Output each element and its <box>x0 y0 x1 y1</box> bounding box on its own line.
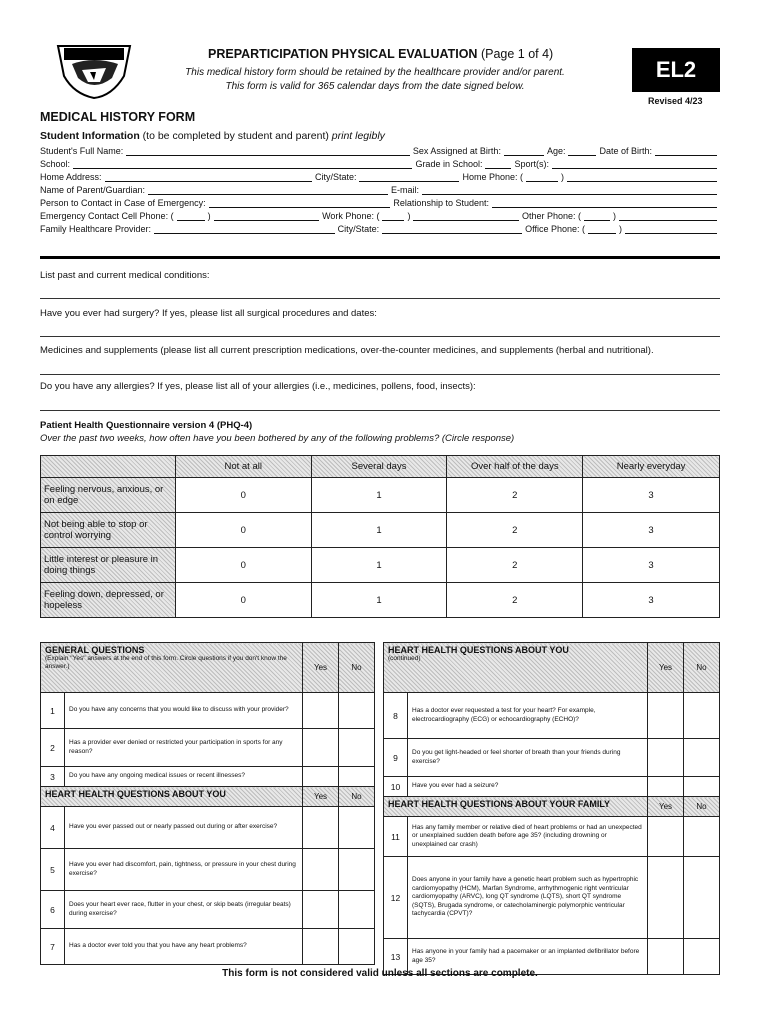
phq-row-label: Feeling nervous, anxious, or on edge <box>41 478 176 513</box>
question-number: 12 <box>384 857 408 939</box>
no-header: No <box>339 787 375 807</box>
home-phone-area-field[interactable] <box>526 173 558 182</box>
question-row <box>384 857 720 939</box>
phq-row <box>41 478 720 513</box>
form-heading: MEDICAL HISTORY FORM <box>40 110 196 124</box>
sex-field[interactable] <box>504 147 544 156</box>
row-parent: Name of Parent/Guardian: E-mail: <box>40 183 720 195</box>
no-header: No <box>684 643 720 693</box>
question-text: Have you ever had a seizure? <box>408 777 648 797</box>
row-school: School: Grade in School: Sport(s): <box>40 157 720 169</box>
yes-checkbox[interactable] <box>648 817 684 857</box>
phq-response[interactable]: 0 <box>175 513 311 548</box>
phq-row-label: Not being able to stop or control worrying <box>41 513 176 548</box>
question-text: Has a doctor ever told you that you have any heart problems? <box>65 929 303 965</box>
row-provider: Family Healthcare Provider: City/State: Office Phone: ( ) <box>40 222 720 234</box>
question-row <box>41 807 375 849</box>
allergies-field[interactable] <box>40 410 720 411</box>
row-address: Home Address: City/State: Home Phone: ( ) <box>40 170 720 182</box>
question-row <box>41 693 375 729</box>
yes-checkbox[interactable] <box>303 929 339 965</box>
home-phone-field[interactable] <box>567 173 717 182</box>
phq-subtitle: Over the past two weeks, how often have you been bothered by any of the following problems? (Circle response) <box>40 433 515 444</box>
subtitle-line-1: This medical history form should be retained by the healthcare provider and/or parent. <box>185 67 565 78</box>
no-checkbox[interactable] <box>339 693 375 729</box>
address-field[interactable] <box>105 173 312 182</box>
provider-city-field[interactable] <box>382 225 522 234</box>
parent-field[interactable] <box>148 186 388 195</box>
yes-header: Yes <box>303 787 339 807</box>
work-area-field[interactable] <box>382 212 404 221</box>
section-divider <box>40 256 720 259</box>
question-number: 13 <box>384 939 408 975</box>
row-phones: Emergency Contact Cell Phone: ( ) Work Phone: ( ) Other Phone: ( ) <box>40 209 720 221</box>
page-indicator: (Page 1 of 4) <box>480 47 554 61</box>
phq-response[interactable]: 0 <box>175 478 311 513</box>
question-number: 8 <box>384 693 408 739</box>
question-row <box>384 739 720 777</box>
yes-checkbox[interactable] <box>303 693 339 729</box>
row-name: Student's Full Name: Sex Assigned at Birth: Age: Date of Birth: <box>40 144 720 156</box>
general-questions-header: GENERAL QUESTIONS (Explain "Yes" answers at the end of this form. Circle questions if you don't know the answer.) <box>41 643 303 693</box>
office-area-field[interactable] <box>588 225 616 234</box>
question-number: 5 <box>41 849 65 891</box>
revised-date: Revised 4/23 <box>648 96 703 106</box>
yes-checkbox[interactable] <box>303 849 339 891</box>
question-row <box>41 729 375 767</box>
general-questions-table <box>40 642 375 965</box>
phq-response[interactable]: 1 <box>311 548 447 583</box>
question-text: Does your heart ever race, flutter in your chest, or skip beats (irregular beats) during exercise? <box>65 891 303 929</box>
question-number: 2 <box>41 729 65 767</box>
phq-col-header: Not at all <box>175 456 311 478</box>
age-field[interactable] <box>568 147 596 156</box>
medicines-field[interactable] <box>40 374 720 375</box>
no-checkbox[interactable] <box>339 929 375 965</box>
surgery-field[interactable] <box>40 336 720 337</box>
phq-col-header: Several days <box>311 456 447 478</box>
footer-note: This form is not considered valid unless all sections are complete. <box>222 968 538 979</box>
phq-response[interactable]: 3 <box>583 583 720 618</box>
conditions-field[interactable] <box>40 298 720 299</box>
yes-header: Yes <box>648 643 684 693</box>
phq-response[interactable]: 2 <box>447 548 583 583</box>
question-number: 6 <box>41 891 65 929</box>
conditions-question: List past and current medical conditions: <box>40 270 210 281</box>
question-text: Do you get light-headed or feel shorter of breath than your friends during exercise? <box>408 739 648 777</box>
no-header: No <box>339 643 375 693</box>
no-checkbox[interactable] <box>339 767 375 787</box>
phq-response[interactable]: 3 <box>583 513 720 548</box>
question-row <box>384 817 720 857</box>
school-field[interactable] <box>73 160 412 169</box>
question-number: 4 <box>41 807 65 849</box>
other-phone-field[interactable] <box>619 212 717 221</box>
phq-corner <box>41 456 176 478</box>
phq-row <box>41 548 720 583</box>
phq-response[interactable]: 1 <box>311 583 447 618</box>
yes-checkbox[interactable] <box>648 739 684 777</box>
work-phone-field[interactable] <box>413 212 519 221</box>
question-row <box>41 767 375 787</box>
question-row <box>384 693 720 739</box>
phq-row <box>41 513 720 548</box>
yes-checkbox[interactable] <box>648 857 684 939</box>
grade-field[interactable] <box>485 160 511 169</box>
question-text: Has anyone in your family had a pacemaker or an implanted defibrillator before age 35? <box>408 939 648 975</box>
dob-field[interactable] <box>655 147 717 156</box>
subtitle-line-2: This form is valid for 365 calendar days from the date signed below. <box>225 81 525 92</box>
sport-field[interactable] <box>552 160 717 169</box>
question-text: Do you have any ongoing medical issues or recent illnesses? <box>65 767 303 787</box>
phq-col-header: Over half of the days <box>447 456 583 478</box>
question-number: 7 <box>41 929 65 965</box>
heart-family-header: HEART HEALTH QUESTIONS ABOUT YOUR FAMILY <box>384 797 648 817</box>
question-text: Have you ever passed out or nearly passed out during or after exercise? <box>65 807 303 849</box>
question-text: Has a doctor ever requested a test for your heart? For example, electrocardiography (ECG) or echocardiography (ECHO)? <box>408 693 648 739</box>
phq-response[interactable]: 0 <box>175 583 311 618</box>
page-title: PREPARTICIPATION PHYSICAL EVALUATION (Page 1 of 4) <box>208 47 554 61</box>
question-text: Does anyone in your family have a genetic heart problem such as hypertrophic cardiomyopathy (HCM), Marfan Syndrome, arrhythmogenic right ventricular cardiomyopathy (ARVC), long QT syndrome (LQTS), short QT syndrome (SQTS), Brugada syndrome, or catecholaminergic polymorphic ventricular tachycardia (CPVT)? <box>408 857 648 939</box>
phq-row-label: Little interest or pleasure in doing things <box>41 548 176 583</box>
logo <box>52 42 136 100</box>
heart-you-continued-header: HEART HEALTH QUESTIONS ABOUT YOU (continued) <box>384 643 648 693</box>
question-text: Do you have any concerns that you would like to discuss with your provider? <box>65 693 303 729</box>
phq-response[interactable]: 0 <box>175 548 311 583</box>
yes-checkbox[interactable] <box>648 777 684 797</box>
medicines-question: Medicines and supplements (please list all current prescription medications, over-the-counter medicines, and supplements (herbal and nutritional). <box>40 345 654 356</box>
provider-field[interactable] <box>154 225 335 234</box>
phq-response[interactable]: 2 <box>447 478 583 513</box>
phq-response[interactable]: 2 <box>447 583 583 618</box>
no-header: No <box>684 797 720 817</box>
question-row <box>384 777 720 797</box>
phq-response[interactable]: 1 <box>311 478 447 513</box>
city-state-field[interactable] <box>359 173 459 182</box>
emergency-contact-field[interactable] <box>209 199 391 208</box>
no-checkbox[interactable] <box>339 891 375 929</box>
phq-col-header: Nearly everyday <box>583 456 720 478</box>
allergies-question: Do you have any allergies? If yes, please list all of your allergies (i.e., medicines, pollens, food, insects): <box>40 381 476 392</box>
phq-row-label: Feeling down, depressed, or hopeless <box>41 583 176 618</box>
question-number: 9 <box>384 739 408 777</box>
no-checkbox[interactable] <box>339 807 375 849</box>
cell-area-field[interactable] <box>177 212 205 221</box>
phq-title: Patient Health Questionnaire version 4 (PHQ-4) <box>40 420 253 431</box>
other-area-field[interactable] <box>584 212 610 221</box>
yes-checkbox[interactable] <box>303 891 339 929</box>
email-field[interactable] <box>422 186 717 195</box>
question-text: Have you ever had discomfort, pain, tightness, or pressure in your chest during exercise? <box>65 849 303 891</box>
full-name-field[interactable] <box>126 147 410 156</box>
row-contact: Person to Contact in Case of Emergency: Relationship to Student: <box>40 196 720 208</box>
student-info-fields <box>40 144 720 234</box>
cell-phone-field[interactable] <box>214 212 320 221</box>
yes-checkbox[interactable] <box>303 767 339 787</box>
question-row <box>41 891 375 929</box>
yes-checkbox[interactable] <box>648 693 684 739</box>
no-checkbox[interactable] <box>684 817 720 857</box>
no-checkbox[interactable] <box>339 849 375 891</box>
no-checkbox[interactable] <box>684 739 720 777</box>
yes-checkbox[interactable] <box>303 729 339 767</box>
surgery-question: Have you ever had surgery? If yes, please list all surgical procedures and dates: <box>40 308 377 319</box>
office-phone-field[interactable] <box>625 225 717 234</box>
question-row <box>41 849 375 891</box>
phq-response[interactable]: 3 <box>583 478 720 513</box>
no-checkbox[interactable] <box>339 729 375 767</box>
no-checkbox[interactable] <box>684 777 720 797</box>
question-text: Has a provider ever denied or restricted your participation in sports for any reason? <box>65 729 303 767</box>
heart-questions-table <box>383 642 720 975</box>
yes-header: Yes <box>648 797 684 817</box>
phq-response[interactable]: 3 <box>583 548 720 583</box>
yes-checkbox[interactable] <box>303 807 339 849</box>
form-code-badge: EL2 <box>632 48 720 92</box>
question-number: 11 <box>384 817 408 857</box>
question-number: 1 <box>41 693 65 729</box>
no-checkbox[interactable] <box>684 857 720 939</box>
phq-table <box>40 455 720 618</box>
no-checkbox[interactable] <box>684 693 720 739</box>
question-number: 3 <box>41 767 65 787</box>
yes-header: Yes <box>303 643 339 693</box>
question-number: 10 <box>384 777 408 797</box>
phq-row <box>41 583 720 618</box>
question-row <box>41 929 375 965</box>
phq-response[interactable]: 1 <box>311 513 447 548</box>
question-text: Has any family member or relative died of heart problems or had an unexpected or unexplained sudden death before age 35? (including drowning or unexplained car crash) <box>408 817 648 857</box>
student-info-title: Student Information (to be completed by student and parent) print legibly <box>40 130 385 142</box>
phq-response[interactable]: 2 <box>447 513 583 548</box>
relationship-field[interactable] <box>492 199 717 208</box>
heart-you-header: HEART HEALTH QUESTIONS ABOUT YOU <box>41 787 303 807</box>
